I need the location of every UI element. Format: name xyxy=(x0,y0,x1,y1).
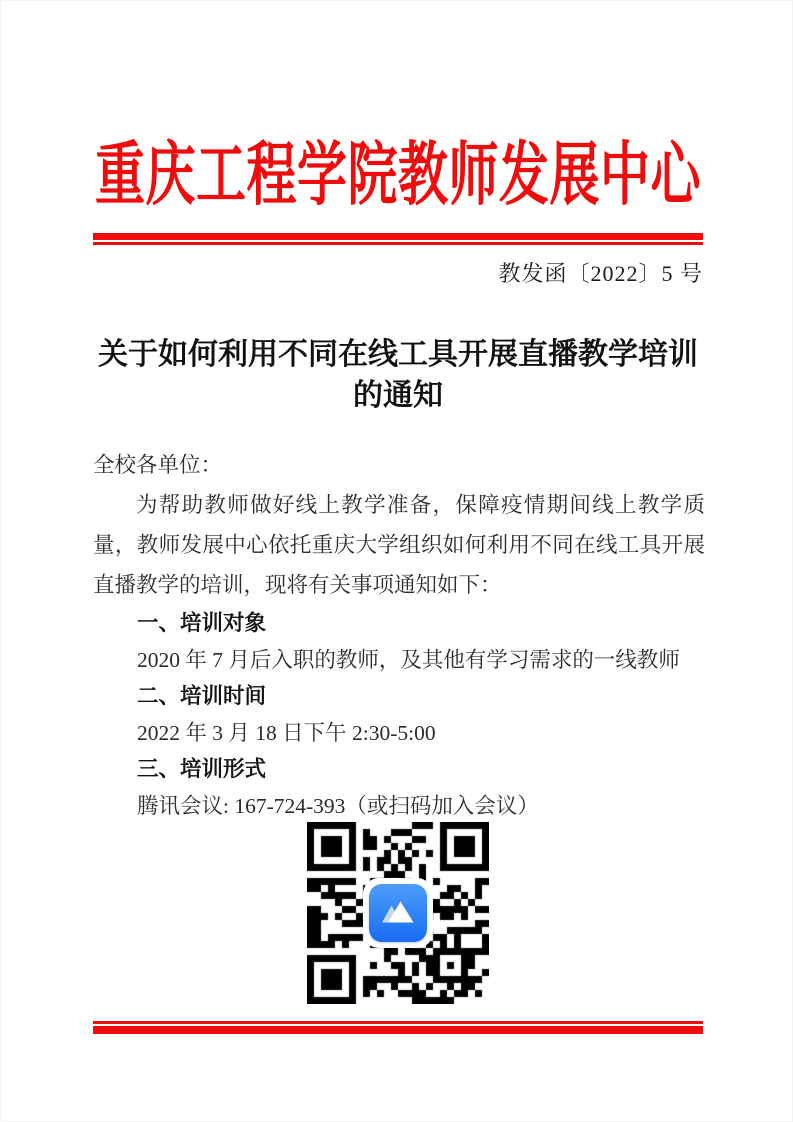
footer-rule-thick-line xyxy=(93,1026,703,1034)
section-1-heading: 一、培训对象 xyxy=(137,611,267,635)
masthead xyxy=(93,124,703,214)
section-3-heading: 三、培训形式 xyxy=(137,757,267,781)
salutation: 全校各单位： xyxy=(93,453,223,477)
doc-title-line2: 的通知 xyxy=(353,379,443,412)
header-rule-thin-line xyxy=(93,242,703,245)
header-rule xyxy=(93,233,703,245)
mountain-m-icon xyxy=(369,884,427,942)
section-2-heading: 二、培训时间 xyxy=(137,684,267,708)
section-2-content: 2022 年 3 月 18 日下午 2:30-5:00 xyxy=(137,720,436,745)
qr-code-block xyxy=(307,822,489,1004)
tencent-meeting-logo-icon xyxy=(369,884,427,942)
doc-title xyxy=(88,334,708,416)
document-body xyxy=(93,445,705,824)
intro-paragraph: 为帮助教师做好线上教学准备，保障疫情期间线上教学质量，教师发展中心依托重庆大学组织如何利用不同在线工具开展直播教学的培训，现将有关事项通知如下： xyxy=(93,493,705,597)
masthead-title: 重庆工程学院教师发展中心 xyxy=(95,135,701,214)
footer-rule xyxy=(93,1021,703,1034)
section-1-content: 2020 年 7 月后入职的教师，及其他有学习需求的一线教师 xyxy=(137,647,680,672)
section-3-content: 腾讯会议: 167-724-393（或扫码加入会议） xyxy=(137,793,539,818)
header-rule-thick-line xyxy=(93,233,703,240)
doc-title-line1: 关于如何利用不同在线工具开展直播教学培训 xyxy=(98,338,698,371)
doc-number: 教发函〔2022〕5 号 xyxy=(498,261,703,286)
